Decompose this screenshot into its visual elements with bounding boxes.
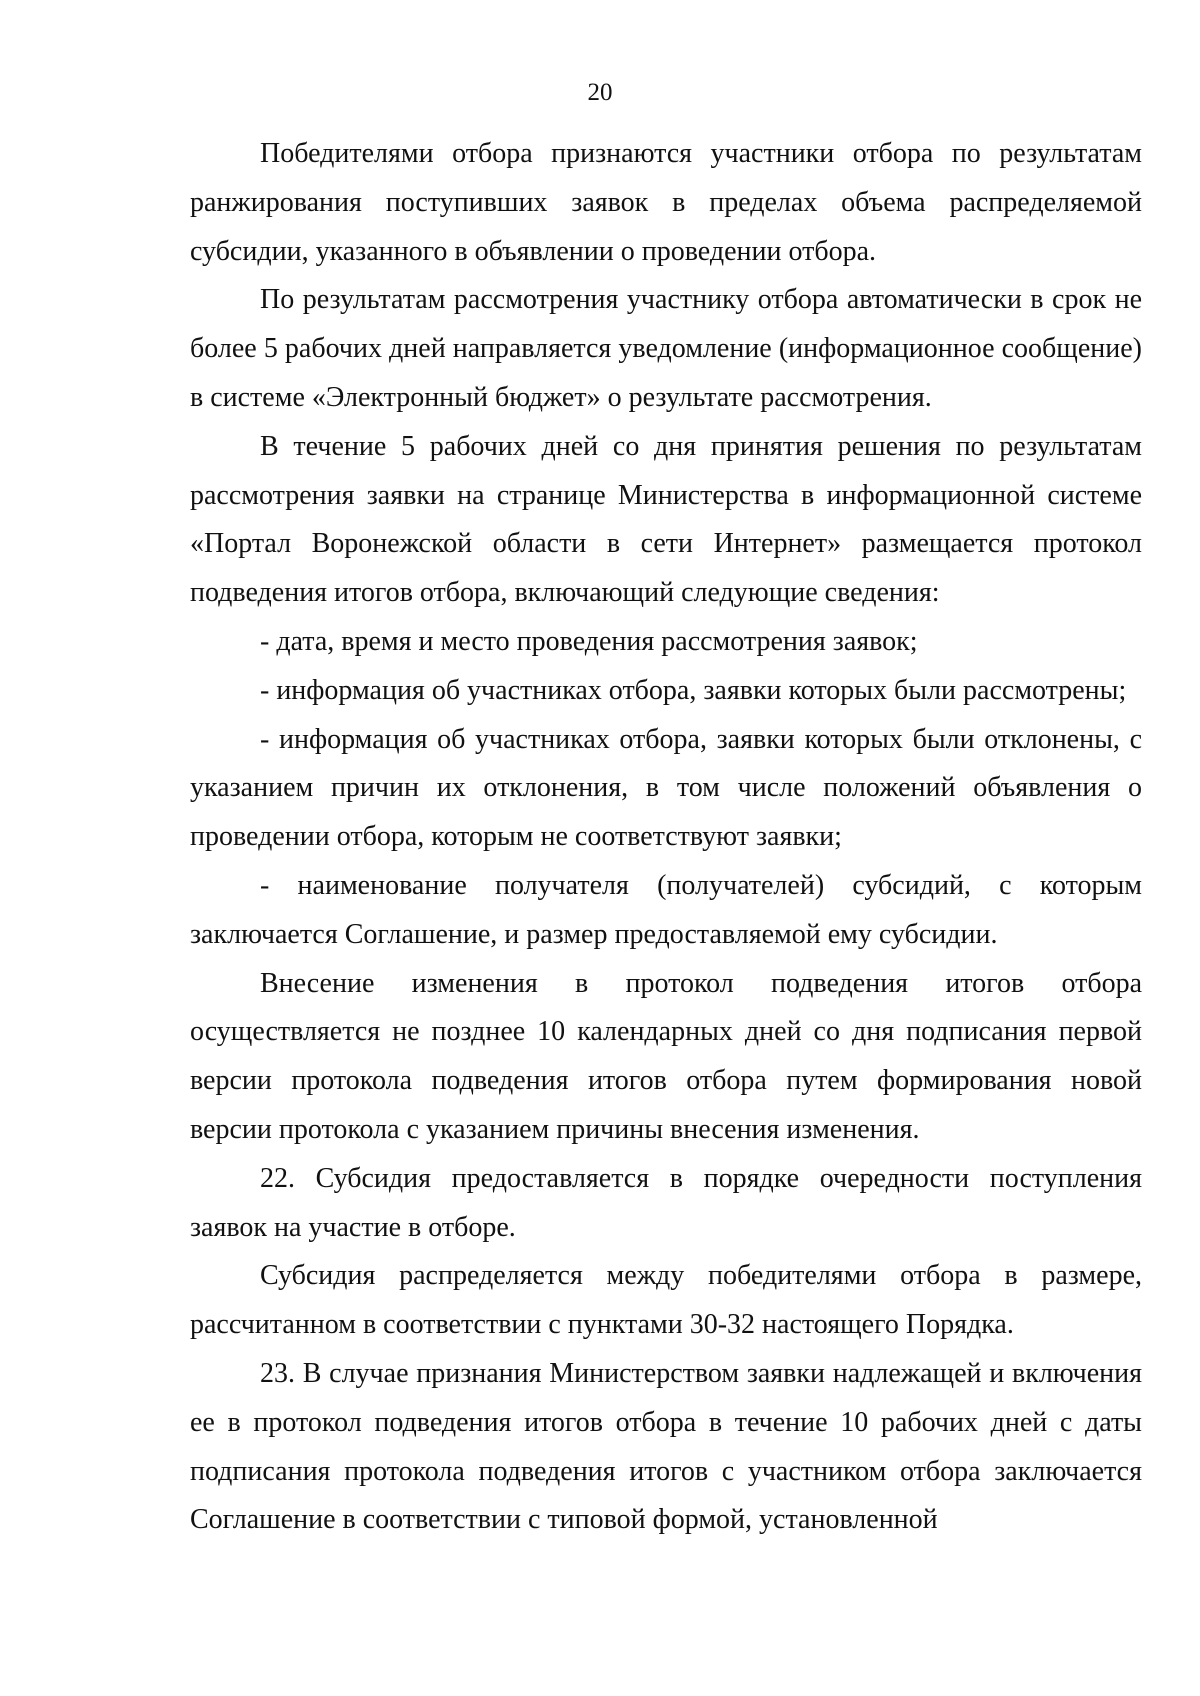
paragraph-winners: Победителями отбора признаются участники отбора по результатам ранжирования поступивших заявок в пределах объема распределяемой субсидии, указанного в объявлении о проведении отбора. — [190, 138, 1142, 267]
paragraph-protocol-changes: Внесение изменения в протокол подведения итогов отбора осуществляется не позднее 10 календарных дней со дня подписания первой версии протокола подведения итогов отбора путем формирования новой версии протокола с указанием причины внесения изменения. — [190, 967, 1142, 1145]
list-item-recipient: - наименование получателя (получателей) субсидий, с которым заключается Соглашение, и размер предоставляемой ему субсидии. — [190, 869, 1142, 950]
paragraph-clause-23: 23. В случае признания Министерством заявки надлежащей и включения ее в протокол подведения итогов отбора в течение 10 рабочих дней с даты подписания протокола подведения итогов с участником отбора заключается Соглашение в соответствии с типовой формой, установленной — [190, 1357, 1142, 1536]
list-item-rejected: - информация об участниках отбора, заявки которых были отклонены, с указанием причин их отклонения, в том числе положений объявления о проведении отбора, которым не соответствуют заявки; — [190, 723, 1142, 853]
paragraph-notification: По результатам рассмотрения участнику отбора автоматически в срок не более 5 рабочих дней направляется уведомление (информационное сообщение) в системе «Электронный бюджет» о результате рассмотрения. — [190, 284, 1142, 413]
paragraph-clause-22: 22. Субсидия предоставляется в порядке очередности поступления заявок на участие в отборе. — [190, 1162, 1142, 1243]
document-body — [190, 130, 1142, 1545]
list-item-reviewed: - информация об участниках отбора, заявки которых были рассмотрены; — [260, 674, 1127, 706]
paragraph-protocol: В течение 5 рабочих дней со дня принятия решения по результатам рассмотрения заявки на странице Министерства в информационной системе «Портал Воронежской области в сети Интернет» размещается протокол подведения итогов отбора, включающий следующие сведения: — [190, 430, 1142, 609]
paragraph-distribution: Субсидия распределяется между победителями отбора в размере, рассчитанном в соответствии с пунктами 30-32 настоящего Порядка. — [190, 1260, 1142, 1341]
list-item-date: - дата, время и место проведения рассмотрения заявок; — [260, 625, 918, 657]
page-number: 20 — [587, 79, 613, 106]
